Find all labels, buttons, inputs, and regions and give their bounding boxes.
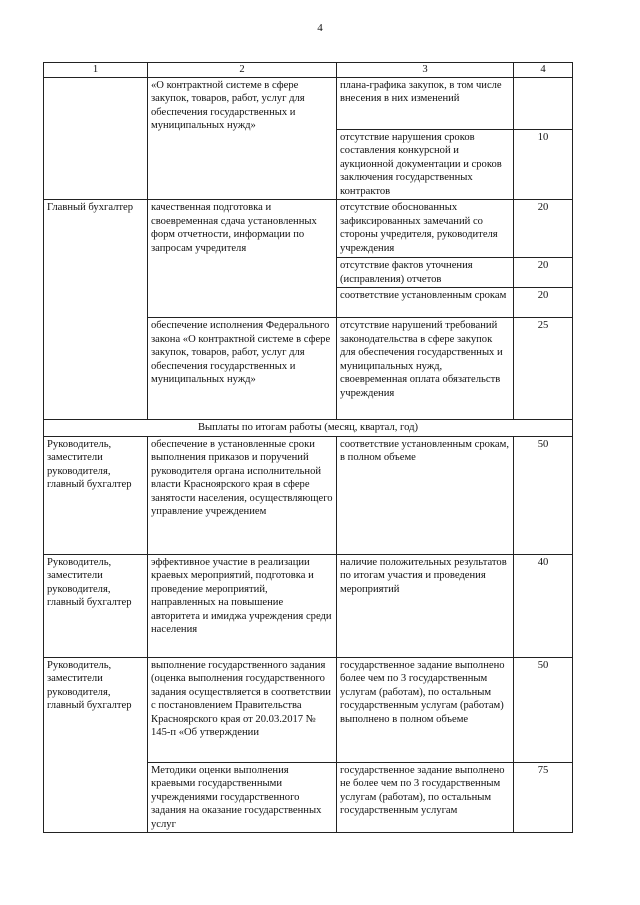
table-row (44, 77, 573, 129)
condition-cell: отсутствие нарушения сроков составления конкурсной и аукционной документации и сроков заключения государственных контрактов (337, 129, 514, 200)
condition-cell: наличие положительных результатов по итогам участия и проведения мероприятий (337, 554, 514, 657)
condition-cell: отсутствие фактов уточнения (исправления) отчетов (337, 258, 514, 288)
section-row (44, 420, 573, 437)
condition-cell: государственное задание выполнено более чем по 3 государственным услугам (работам), по остальным государственным услугам (работам) выполнено в полном объеме (337, 657, 514, 762)
score-cell: 10 (514, 129, 573, 200)
table-row (44, 554, 573, 657)
table-row (44, 657, 573, 762)
position-cell (44, 77, 148, 200)
score-cell (514, 77, 573, 129)
table-row (44, 436, 573, 554)
criterion-cell: Методики оценки выполнения краевыми государственными учреждениями государственного задания на оказание государственных услуг (148, 762, 337, 833)
condition-cell: отсутствие обоснованных зафиксированных замечаний со стороны учредителя, руководителя учреждения (337, 200, 514, 258)
table-row (44, 200, 573, 258)
condition-cell: отсутствие нарушений требований законодательства в сфере закупок для обеспечения государственных и муниципальных нужд, своевременная оплата обязательств учреждения (337, 318, 514, 420)
criterion-cell: обеспечение в установленные сроки выполнения приказов и поручений руководителя органа исполнительной власти Красноярского края в сфере занятости населения, осуществляющего управление учреждением (148, 436, 337, 554)
position-cell: Руководитель, заместители руководителя, главный бухгалтер (44, 436, 148, 554)
table-header-row (44, 63, 573, 78)
criterion-cell: эффективное участие в реализации краевых мероприятий, подготовка и проведение мероприятий, направленных на повышение авторитета и имиджа учреждения среди населения (148, 554, 337, 657)
position-cell: Руководитель, заместители руководителя, главный бухгалтер (44, 554, 148, 657)
score-cell: 25 (514, 318, 573, 420)
criterion-cell: обеспечение исполнения Федерального закона «О контрактной системе в сфере закупок, товаров, работ, услуг для обеспечения государственных и муниципальных нужд» (148, 318, 337, 420)
condition-cell: соответствие установленным срокам, в полном объеме (337, 436, 514, 554)
score-cell: 75 (514, 762, 573, 833)
page-number: 4 (317, 22, 323, 34)
column-header-4: 4 (514, 63, 573, 78)
score-cell: 20 (514, 200, 573, 258)
criterion-cell: «О контрактной системе в сфере закупок, товаров, работ, услуг для обеспечения государственных и муниципальных нужд» (148, 77, 337, 200)
column-header-2: 2 (148, 63, 337, 78)
section-title: Выплаты по итогам работы (месяц, квартал, год) (44, 420, 573, 437)
criterion-cell: выполнение государственного задания (оценка выполнения государственного задания осуществляется в соответствии с постановлением Правительства Красноярского края от 20.03.2017 № 145-п «Об утверждении (148, 657, 337, 762)
condition-cell: государственное задание выполнено не более чем по 3 государственным услугам (работам), по остальным государственным услугам (337, 762, 514, 833)
score-cell: 50 (514, 436, 573, 554)
condition-cell: плана-графика закупок, в том числе внесения в них изменений (337, 77, 514, 129)
score-cell: 20 (514, 288, 573, 318)
column-header-3: 3 (337, 63, 514, 78)
score-cell: 40 (514, 554, 573, 657)
position-cell: Главный бухгалтер (44, 200, 148, 420)
score-cell: 50 (514, 657, 573, 762)
criteria-table (43, 62, 573, 833)
position-cell: Руководитель, заместители руководителя, главный бухгалтер (44, 657, 148, 833)
column-header-1: 1 (44, 63, 148, 78)
score-cell: 20 (514, 258, 573, 288)
criterion-cell: качественная подготовка и своевременная сдача установленных форм отчетности, информации по запросам учредителя (148, 200, 337, 318)
condition-cell: соответствие установленным срокам (337, 288, 514, 318)
